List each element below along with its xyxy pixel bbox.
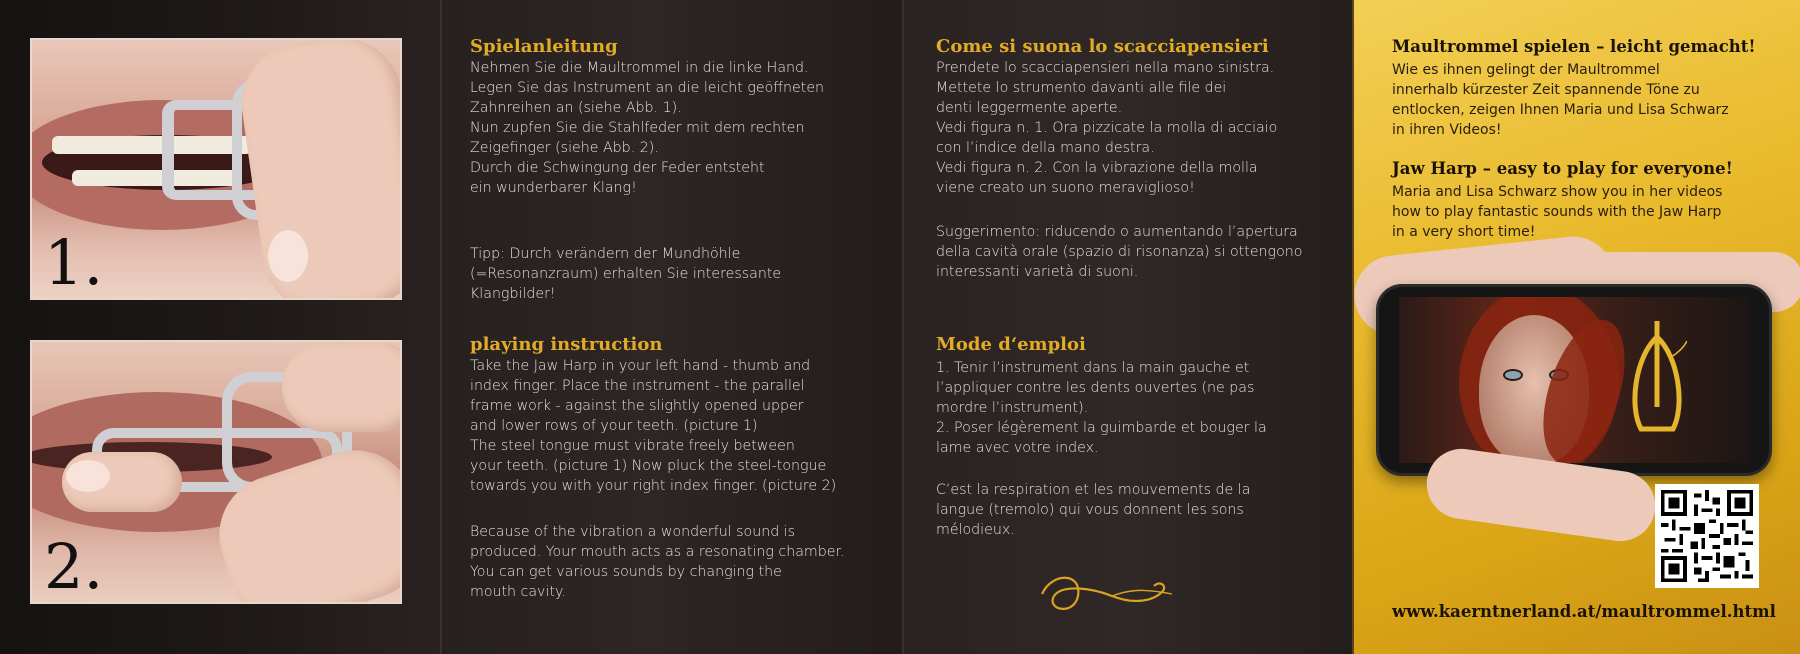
- italian-tip: Suggerimento: riducendo o aumentando l’apertura della cavità orale (spazio di risonanza) si ottengono interessanti varietà di suoni.: [936, 224, 1303, 280]
- german-english-panel: [440, 0, 902, 654]
- english-heading: playing instruction: [470, 334, 663, 355]
- video-screen[interactable]: [1399, 297, 1749, 463]
- promo-heading-en: Jaw Harp – easy to play for everyone!: [1392, 159, 1733, 178]
- english-tip: Because of the vibration a wonderful sound is produced. Your mouth acts as a resonating chamber. You can get various sounds by changing the mouth cavity.: [470, 524, 845, 600]
- step2-number: 2.: [44, 530, 104, 603]
- italian-heading: Come si suona lo scacciapensieri: [936, 36, 1269, 57]
- promo-text-de: Wie es ihnen gelingt der Maultrommel innerhalb kürzester Zeit spannende Töne zu entlocken, zeigen Ihnen Maria und Lisa Schwarz in ihren Videos!: [1392, 62, 1729, 138]
- step1-photo: [30, 38, 402, 300]
- promo-heading-de: Maultrommel spielen – leicht gemacht!: [1392, 37, 1756, 56]
- thumb: [234, 38, 402, 300]
- french-instructions: 1. Tenir l’instrument dans la main gauche et l’appliquer contre les dents ouvertes (ne pas mordre l’instrument). 2. Poser légèrement la guimbarde et bouger la lame avec votre index.: [936, 360, 1267, 456]
- promo-text-en: Maria and Lisa Schwarz show you in her videos how to play fantastic sounds with the Jaw Harp in a very short time!: [1392, 184, 1723, 240]
- website-url-link[interactable]: www.kaerntnerland.at/maultrommel.html: [1392, 602, 1776, 621]
- french-tip: C’est la respiration et les mouvements de la langue (tremolo) qui vous donnent les sons mélodieux.: [936, 482, 1251, 538]
- smartphone-video[interactable]: [1376, 284, 1772, 476]
- german-heading: Spielanleitung: [470, 36, 618, 57]
- italian-instructions: Prendete lo scacciapensieri nella mano sinistra. Mettete lo strumento davanti alle file dei denti leggermente aperte. Vedi figura n. 1. Ora pizzicate la molla di acciaio con l’indice della mano destra. Vedi figura n. 2. Con la vibrazione della molla viene creato un suono meraviglioso!: [936, 60, 1278, 196]
- qr-code[interactable]: [1655, 484, 1759, 588]
- german-tip: Tipp: Durch verändern der Mundhöhle (=Resonanzraum) erhalten Sie interessante Klangbilder!: [470, 246, 782, 302]
- step1-number: 1.: [44, 226, 104, 299]
- holding-finger: [282, 342, 402, 432]
- left-eye: [1503, 369, 1523, 381]
- flourish-ornament: [1032, 566, 1182, 616]
- promo-panel: [1352, 0, 1800, 654]
- golden-jaw-harp-icon: [1627, 317, 1687, 445]
- finger-nail: [66, 460, 110, 492]
- step2-photo: [30, 340, 402, 604]
- thumb-nail: [268, 230, 308, 282]
- german-instructions: Nehmen Sie die Maultrommel in die linke Hand. Legen Sie das Instrument an die leicht geöffneten Zahnreihen an (siehe Abb. 1). Nun zupfen Sie die Stahlfeder mit dem rechten Zeigefinger (siehe Abb. 2). Durch die Schwingung der Feder entsteht ein wunderbarer Klang!: [470, 60, 825, 196]
- qr-code-icon: [1661, 490, 1753, 582]
- photo-panel: [0, 0, 440, 654]
- finger-bottom: [1504, 466, 1564, 506]
- english-instructions: Take the Jaw Harp in your left hand - thumb and index finger. Place the instrument - the parallel frame work - against the slightly opened upper and lower rows of your teeth. (picture 1) The steel tongue must vibrate freely between your teeth. (picture 1) Now pluck the steel-tongue towards you with your right index finger. (picture 2): [470, 358, 837, 494]
- french-heading: Mode d‘emploi: [936, 334, 1086, 355]
- italian-french-panel: [902, 0, 1352, 654]
